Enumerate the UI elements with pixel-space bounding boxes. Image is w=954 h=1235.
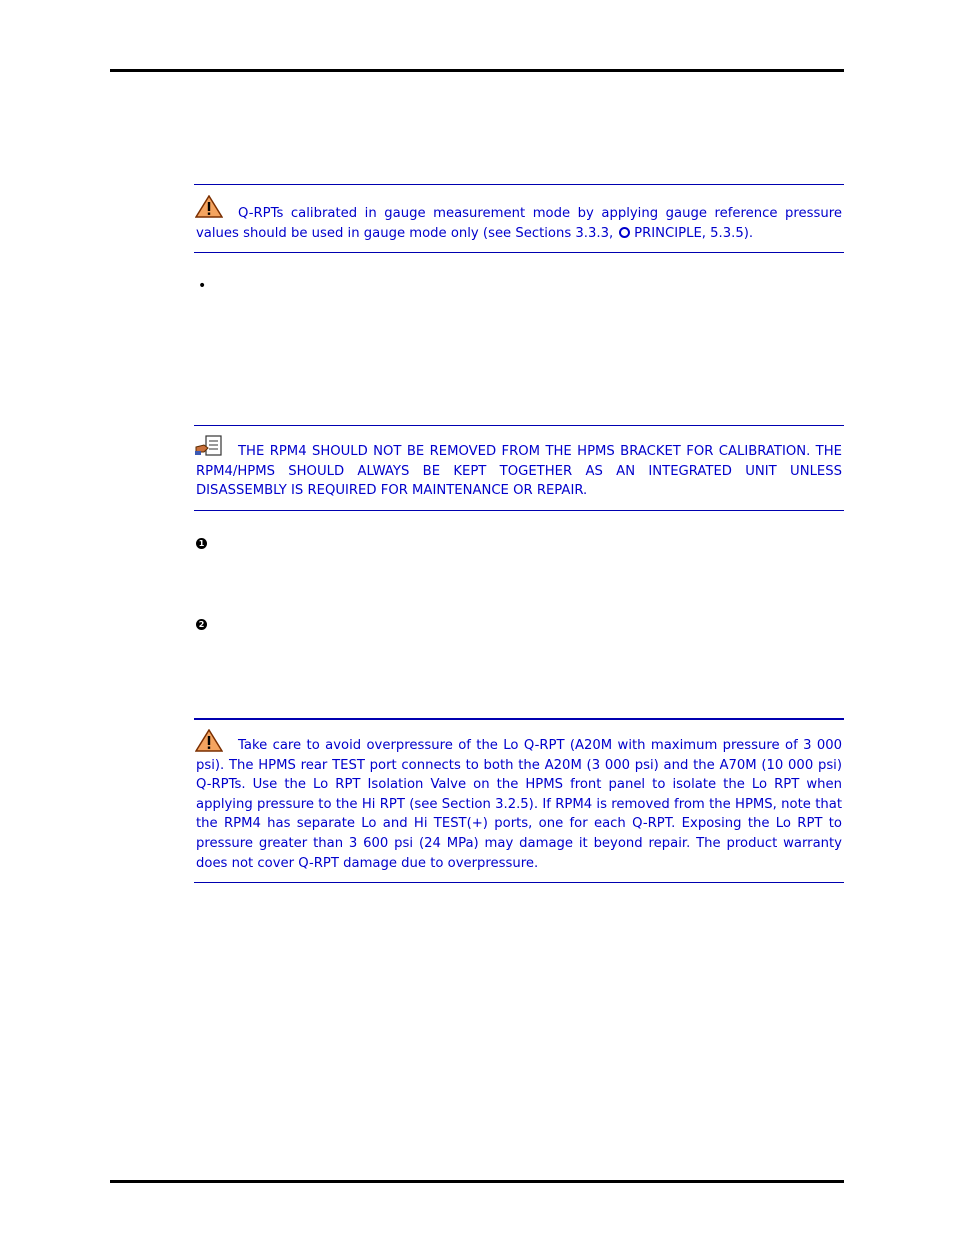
step-2-marker: 2	[196, 619, 207, 630]
list-bullet: •	[198, 278, 207, 294]
note-text-hpms-bracket: THE RPM4 SHOULD NOT BE REMOVED FROM THE HPMS BRACKET FOR CALIBRATION. THE RPM4/HPMS SHOULD ALWAYS BE KEPT TOGETHER AS AN INTEGRATED UNIT UNLESS DISASSEMBLY IS REQUIRED FOR MAINTENANCE OR REPAIR.	[196, 444, 842, 499]
note-box-hpms-bracket	[194, 425, 844, 511]
caution-text-gauge-mode: Q-RPTs calibrated in gauge measurement mode by applying gauge reference pressure values should be used in gauge mode only (see Sections 3.3.3, PRINCIPLE, 5.3.5).	[196, 206, 842, 241]
header-rule	[110, 69, 844, 72]
caution-box-overpressure	[194, 718, 844, 883]
footer-rule	[110, 1180, 844, 1183]
ring-symbol-icon	[619, 227, 630, 238]
step-1-marker: 1	[196, 538, 207, 549]
caution-text-overpressure: Take care to avoid overpressure of the Lo Q-RPT (A20M with maximum pressure of 3 000 psi). The HPMS rear TEST port connects to both the A20M (3 000 psi) and the A70M (10 000 psi) Q-RPTs. Use the Lo RPT Isolation Valve on the HPMS front panel to isolate the Lo RPT when applying pressure to the Hi RPT (see Section 3.2.5). If RPM4 is removed from the HPMS, note that the RPM4 has separate Lo and Hi TEST(+) ports, one for each Q-RPT. Exposing the Lo RPT to pressure greater than 3 600 psi (24 MPa) may damage it beyond repair. The product warranty does not cover Q-RPT damage due to overpressure.	[196, 738, 842, 871]
caution-box-gauge-mode	[194, 184, 844, 253]
